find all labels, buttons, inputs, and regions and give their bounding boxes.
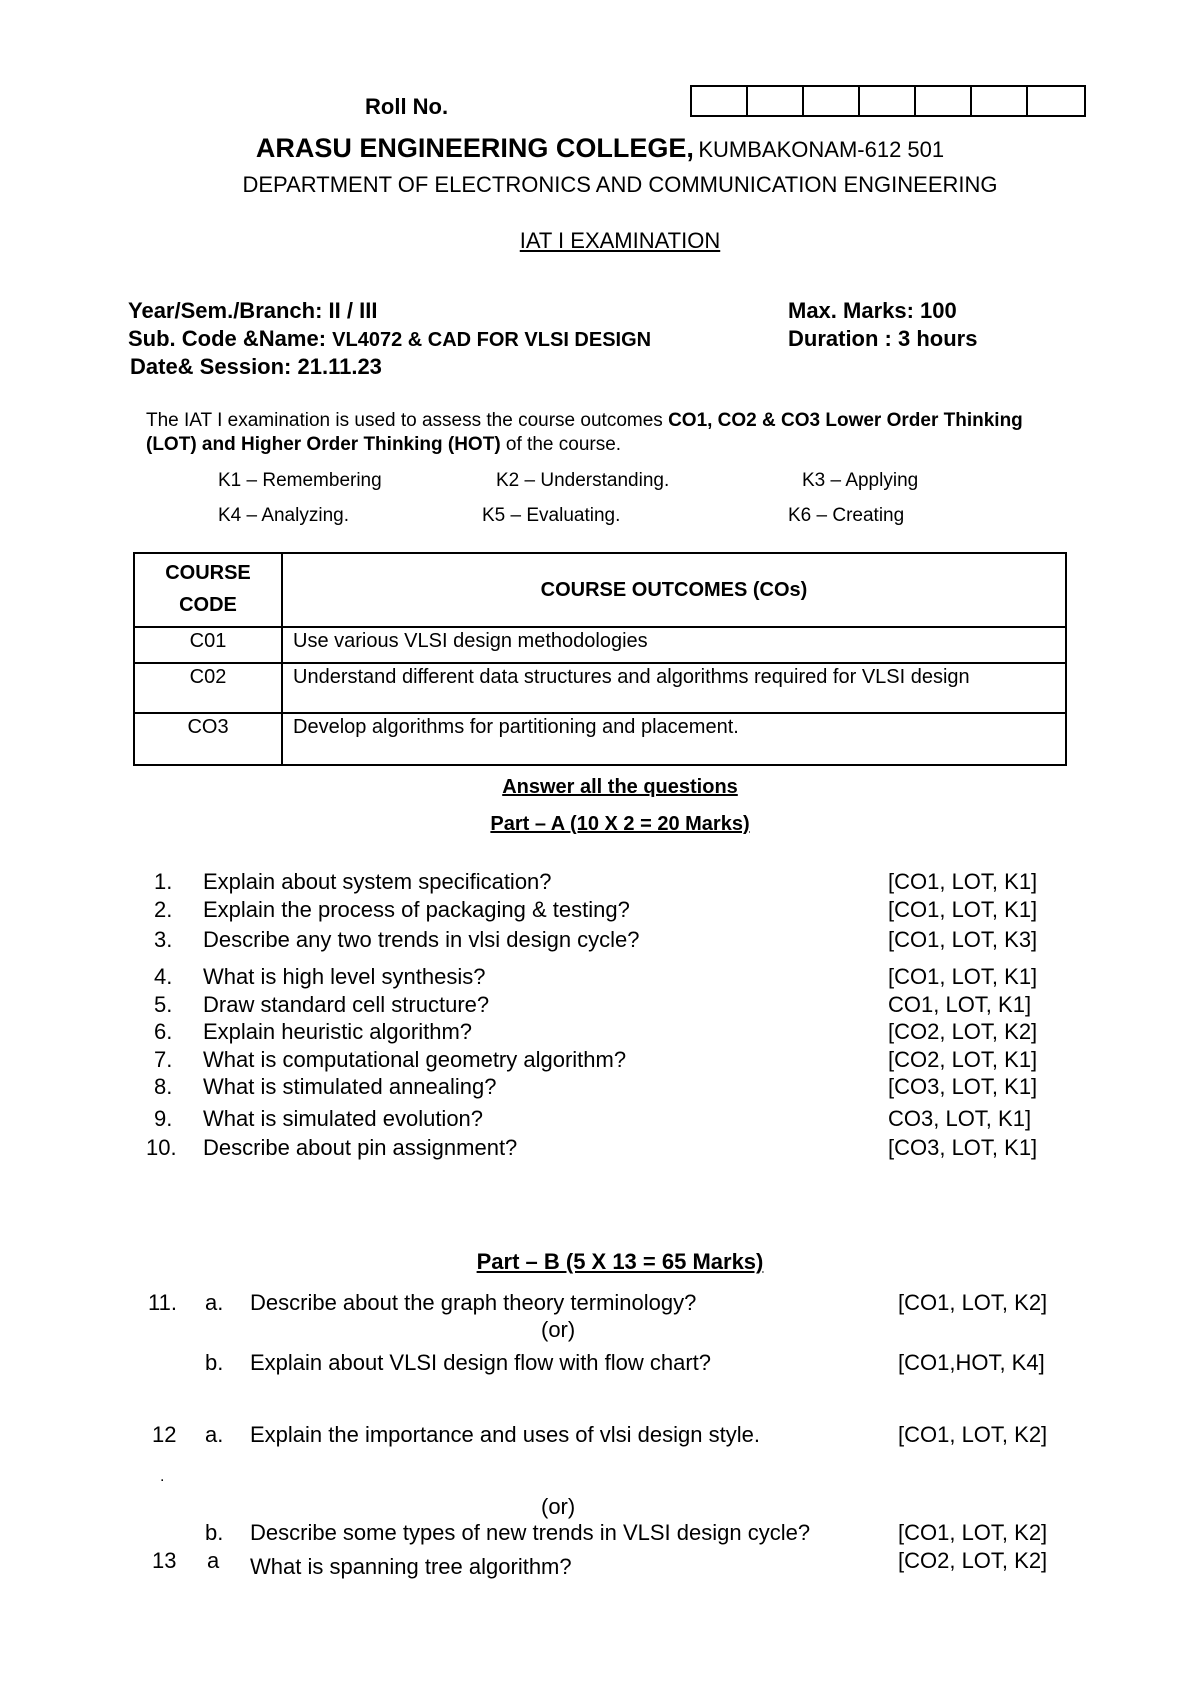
question-text: Explain the importance and uses of vlsi design style. <box>250 1422 760 1447</box>
college-location: KUMBAKONAM-612 501 <box>698 137 945 162</box>
roll-no-box[interactable] <box>972 87 1028 115</box>
sub-question-label: a <box>207 1548 220 1573</box>
co-code: CO3 <box>134 713 282 765</box>
question-tag: [CO1, LOT, K2] <box>898 1290 1048 1315</box>
question-number: 11. <box>148 1290 177 1315</box>
question-tag: [CO1, LOT, K2] <box>898 1520 1048 1545</box>
subject-code-value: VL4072 & CAD FOR VLSI DESIGN <box>332 329 652 351</box>
max-marks: Max. Marks: 100 <box>788 298 957 323</box>
question-number: 3. <box>154 927 173 952</box>
question-text: Explain heuristic algorithm? <box>203 1019 473 1044</box>
department-title: DEPARTMENT OF ELECTRONICS AND COMMUNICATION ENGINEERING <box>242 172 998 197</box>
question-text: Describe some types of new trends in VLSI design cycle? <box>250 1520 811 1545</box>
or-separator: (or) <box>541 1317 576 1342</box>
question-tag: [CO1, LOT, K1] <box>888 897 1038 922</box>
question-tag: [CO2, LOT, K2] <box>898 1548 1048 1573</box>
question-number: 9. <box>154 1106 173 1131</box>
co-outcome: Use various VLSI design methodologies <box>282 627 1066 663</box>
k-level: K4 – Analyzing. <box>218 505 349 526</box>
intro-bold-outcomes: CO1, CO2 & CO3 Lower Order Thinking <box>668 410 1023 431</box>
k-level: K5 – Evaluating. <box>482 505 621 526</box>
intro-line-2 <box>146 434 621 456</box>
or-separator: (or) <box>541 1494 576 1519</box>
question-tag: [CO3, LOT, K1] <box>888 1135 1038 1160</box>
table-row <box>134 713 1066 765</box>
co-outcome: Develop algorithms for partitioning and placement. <box>282 713 1066 765</box>
question-tag: [CO1,HOT, K4] <box>898 1350 1045 1375</box>
date-session: Date& Session: 21.11.23 <box>130 354 382 379</box>
question-number: 12 <box>152 1422 177 1447</box>
question-number: 8. <box>154 1074 173 1099</box>
question-tag: [CO1, LOT, K3] <box>888 927 1038 952</box>
roll-no-box[interactable] <box>916 87 972 115</box>
question-number: 2. <box>154 897 173 922</box>
intro-line-1 <box>146 410 1023 432</box>
year-sem-branch: Year/Sem./Branch: II / III <box>128 298 378 323</box>
question-text: Describe any two trends in vlsi design cycle? <box>203 927 640 952</box>
question-text: Explain the process of packaging & testing? <box>203 897 630 922</box>
question-tag: [CO2, LOT, K1] <box>888 1047 1038 1072</box>
question-tag: [CO3, LOT, K1] <box>888 1074 1038 1099</box>
question-tag: [CO2, LOT, K2] <box>888 1019 1038 1044</box>
roll-no-box[interactable] <box>804 87 860 115</box>
k-level: K1 – Remembering <box>218 470 382 491</box>
question-text: Describe about the graph theory terminology? <box>250 1290 697 1315</box>
roll-no-box[interactable] <box>860 87 916 115</box>
part-a-title: Part – A (10 X 2 = 20 Marks) <box>490 813 750 835</box>
question-number: 5. <box>154 992 173 1017</box>
question-text: Explain about VLSI design flow with flow chart? <box>250 1350 712 1375</box>
college-heading <box>0 133 1200 164</box>
sub-question-label: b. <box>205 1350 224 1375</box>
header-course-code <box>134 553 282 627</box>
question-tag: [CO1, LOT, K1] <box>888 964 1038 989</box>
duration: Duration : 3 hours <box>788 326 978 351</box>
subject-line <box>128 326 651 352</box>
sub-question-label: a. <box>205 1290 224 1315</box>
question-text: Describe about pin assignment? <box>203 1135 518 1160</box>
sub-question-label: b. <box>205 1520 224 1545</box>
question-text: What is computational geometry algorithm? <box>203 1047 627 1072</box>
stray-dot: . <box>160 1468 165 1485</box>
intro-text: The IAT I examination is used to assess the course outcomes <box>146 410 669 431</box>
co-outcome: Understand different data structures and algorithms required for VLSI design <box>282 663 1066 713</box>
intro-text-end: of the course. <box>500 434 622 455</box>
subject-code-label: Sub. Code &Name: <box>128 326 327 351</box>
question-text: Draw standard cell structure? <box>203 992 490 1017</box>
header-code-line: COURSE <box>165 562 251 584</box>
exam-title: IAT I EXAMINATION <box>519 228 721 253</box>
co-code: C02 <box>134 663 282 713</box>
course-outcomes-table <box>133 552 1067 766</box>
college-name: ARASU ENGINEERING COLLEGE, <box>255 133 694 163</box>
question-number: 7. <box>154 1047 173 1072</box>
question-tag: [CO1, LOT, K1] <box>888 869 1038 894</box>
roll-no-label: Roll No. <box>365 94 449 119</box>
header-course-outcomes: COURSE OUTCOMES (COs) <box>282 553 1066 627</box>
sub-question-label: a. <box>205 1422 224 1447</box>
question-number: 6. <box>154 1019 173 1044</box>
k-level: K6 – Creating <box>788 505 905 526</box>
question-text: What is high level synthesis? <box>203 964 486 989</box>
question-text: What is spanning tree algorithm? <box>250 1554 572 1579</box>
table-header-row <box>134 553 1066 627</box>
question-tag: CO3, LOT, K1] <box>888 1106 1032 1131</box>
intro-bold-thinking: (LOT) and Higher Order Thinking (HOT) <box>146 434 501 455</box>
co-code: C01 <box>134 627 282 663</box>
roll-no-box[interactable] <box>1028 87 1084 115</box>
table-row <box>134 663 1066 713</box>
question-number: 13 <box>152 1548 177 1573</box>
question-number: 1. <box>154 869 173 894</box>
k-level: K3 – Applying <box>802 470 919 491</box>
k-level: K2 – Understanding. <box>496 470 670 491</box>
question-number: 4. <box>154 964 173 989</box>
roll-no-boxes[interactable] <box>690 85 1086 117</box>
question-text: What is simulated evolution? <box>203 1106 484 1131</box>
question-number: 10. <box>146 1135 177 1160</box>
question-text: What is stimulated annealing? <box>203 1074 497 1099</box>
question-tag: [CO1, LOT, K2] <box>898 1422 1048 1447</box>
table-row <box>134 627 1066 663</box>
header-code-line: CODE <box>179 594 237 616</box>
roll-no-box[interactable] <box>748 87 804 115</box>
question-tag: CO1, LOT, K1] <box>888 992 1032 1017</box>
question-text: Explain about system specification? <box>203 869 552 894</box>
answer-all-instruction: Answer all the questions <box>502 776 738 798</box>
roll-no-box[interactable] <box>692 87 748 115</box>
part-b-title: Part – B (5 X 13 = 65 Marks) <box>476 1249 764 1274</box>
